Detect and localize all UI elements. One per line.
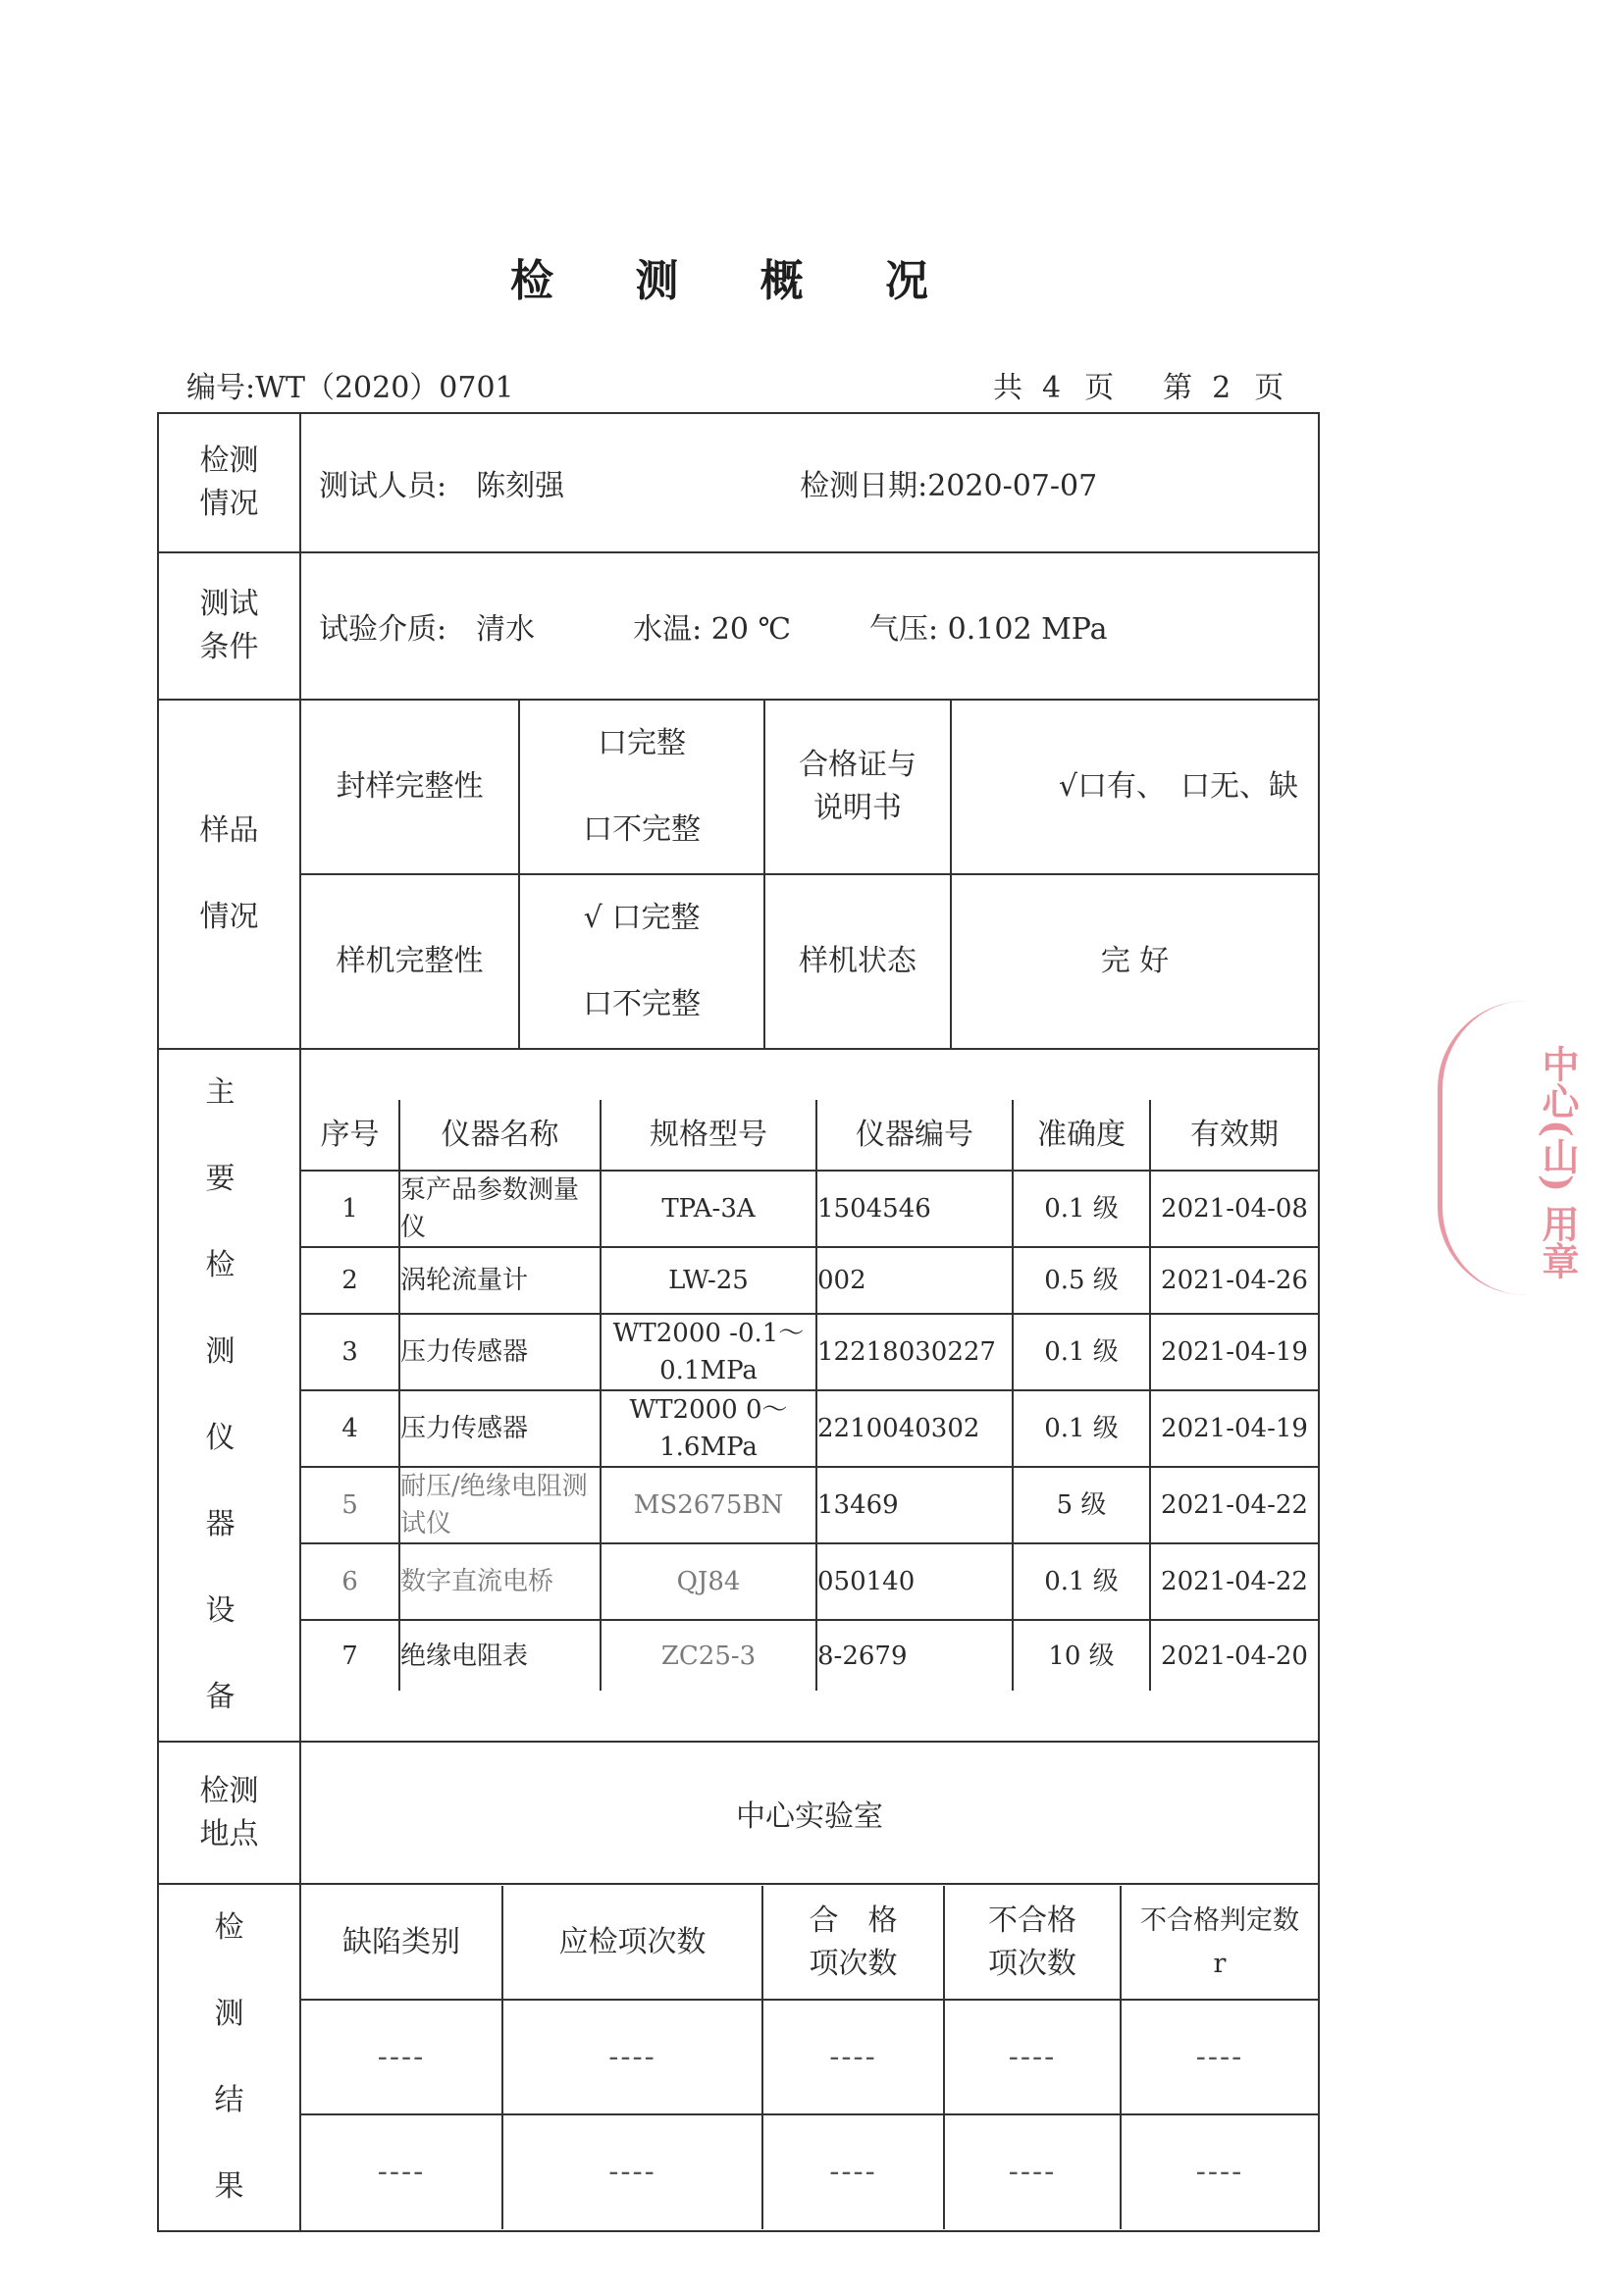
table-row <box>301 1314 1318 1390</box>
total-pages: 4 <box>1042 371 1062 405</box>
report-number-label: 编号: <box>186 371 256 405</box>
tester-label: 测试人员: <box>319 469 447 503</box>
row-model: WT2000 -0.1～0.1MPa <box>601 1314 816 1390</box>
row-accuracy: 10 级 <box>1013 1620 1150 1691</box>
row-name: 绝缘电阻表 <box>399 1620 601 1691</box>
table-row <box>301 1467 1318 1543</box>
row-name: 压力传感器 <box>399 1390 601 1467</box>
official-seal-stamp: 中心(山) 用章 <box>1438 1001 1595 1295</box>
machine-integrity-options: √ 口完整 口不完整 <box>519 874 764 1048</box>
cell-dash: ---- <box>502 2114 762 2229</box>
equipment-table <box>301 1100 1318 1691</box>
water-temp: 水温: 20 ℃ <box>633 612 792 647</box>
inspection-row <box>158 413 1319 552</box>
row-no: 2 <box>301 1247 399 1314</box>
location-row <box>158 1742 1319 1884</box>
row-id: 1504546 <box>816 1171 1013 1247</box>
row-model: MS2675BN <box>601 1467 816 1543</box>
air-pressure: 气压: 0.102 MPa <box>869 612 1108 647</box>
cell-dash: ---- <box>762 2114 944 2229</box>
col-header-defect: 缺陷类别 <box>301 1886 502 2000</box>
row-name: 涡轮流量计 <box>399 1247 601 1314</box>
equipment-label: 主要检测仪器设备 <box>158 1049 300 1742</box>
cell-dash: ---- <box>301 2114 502 2229</box>
row-model: TPA-3A <box>601 1171 816 1247</box>
page-title: 检 测 概 况 <box>510 256 962 306</box>
row-name: 耐压/绝缘电阻测试仪 <box>399 1467 601 1543</box>
col-header-no: 序号 <box>301 1100 399 1171</box>
date-label: 检测日期: <box>800 469 928 503</box>
row-accuracy: 0.1 级 <box>1013 1390 1150 1467</box>
machine-state-value: 完 好 <box>951 874 1318 1048</box>
total-label: 共 <box>993 371 1022 405</box>
results-table <box>301 1886 1318 2229</box>
equipment-row <box>158 1049 1319 1742</box>
row-accuracy: 5 级 <box>1013 1467 1150 1543</box>
col-header-accuracy: 准确度 <box>1013 1100 1150 1171</box>
location-label: 检测地点 <box>158 1742 300 1884</box>
table-row <box>301 2000 1318 2114</box>
row-no: 1 <box>301 1171 399 1247</box>
medium-label: 试验介质: <box>319 612 447 647</box>
col-header-name: 仪器名称 <box>399 1100 601 1171</box>
row-id: 12218030227 <box>816 1314 1013 1390</box>
col-header-pass: 合 格项次数 <box>762 1886 944 2000</box>
cell-dash: ---- <box>944 2114 1121 2229</box>
conditions-content <box>300 552 1319 700</box>
col-header-reject-number: 不合格判定数 r <box>1121 1886 1318 2000</box>
page-label-2: 页 <box>1254 371 1284 405</box>
row-id: 002 <box>816 1247 1013 1314</box>
row-id: 13469 <box>816 1467 1013 1543</box>
machine-integrity-label: 样机完整性 <box>301 874 519 1048</box>
row-no: 3 <box>301 1314 399 1390</box>
row-name: 泵产品参数测量仪 <box>399 1171 601 1247</box>
cell-dash: ---- <box>1121 2114 1318 2229</box>
row-no: 4 <box>301 1390 399 1467</box>
results-row <box>158 1884 1319 2231</box>
certificate-value: √口有、 口无、缺 <box>951 701 1318 874</box>
equipment-content <box>300 1049 1319 1742</box>
page-label-1: 页 <box>1084 371 1115 405</box>
table-row <box>301 1543 1318 1620</box>
cell-dash: ---- <box>301 2000 502 2114</box>
table-row <box>301 1620 1318 1691</box>
row-model: ZC25-3 <box>601 1620 816 1691</box>
conditions-label: 测试条件 <box>158 552 300 700</box>
row-no: 7 <box>301 1620 399 1691</box>
row-valid: 2021-04-19 <box>1150 1390 1318 1467</box>
row-no: 5 <box>301 1467 399 1543</box>
row-name: 压力传感器 <box>399 1314 601 1390</box>
row-valid: 2021-04-20 <box>1150 1620 1318 1691</box>
row-valid: 2021-04-22 <box>1150 1467 1318 1543</box>
table-row <box>301 2114 1318 2229</box>
table-row <box>301 1171 1318 1247</box>
report-number-value: WT（2020）0701 <box>255 371 514 405</box>
machine-state-label: 样机状态 <box>764 874 951 1048</box>
sample-label: 样品 情况 <box>158 700 300 1049</box>
row-model: WT2000 0～1.6MPa <box>601 1390 816 1467</box>
location-value: 中心实验室 <box>300 1742 1319 1884</box>
sample-table <box>301 701 1318 1048</box>
tester-value: 陈刻强 <box>476 469 565 503</box>
row-model: LW-25 <box>601 1247 816 1314</box>
col-header-fail: 不合格项次数 <box>944 1886 1121 2000</box>
row-accuracy: 0.1 级 <box>1013 1171 1150 1247</box>
sample-content <box>300 700 1319 1049</box>
col-header-model: 规格型号 <box>601 1100 816 1171</box>
row-no: 6 <box>301 1543 399 1620</box>
inspection-content <box>300 413 1319 552</box>
row-id: 8-2679 <box>816 1620 1013 1691</box>
cell-dash: ---- <box>1121 2000 1318 2114</box>
certificate-label: 合格证与说明书 <box>764 701 951 874</box>
cell-dash: ---- <box>762 2000 944 2114</box>
cell-dash: ---- <box>944 2000 1121 2114</box>
row-valid: 2021-04-08 <box>1150 1171 1318 1247</box>
report-table <box>157 412 1320 2232</box>
seal-integrity-options: 口完整 口不完整 <box>519 701 764 874</box>
inspection-label: 检测情况 <box>158 413 300 552</box>
cell-dash: ---- <box>502 2000 762 2114</box>
current-page: 2 <box>1212 371 1231 405</box>
col-header-valid: 有效期 <box>1150 1100 1318 1171</box>
col-header-id: 仪器编号 <box>816 1100 1013 1171</box>
row-name: 数字直流电桥 <box>399 1543 601 1620</box>
row-id: 050140 <box>816 1543 1013 1620</box>
table-row <box>301 1390 1318 1467</box>
report-number <box>186 363 514 406</box>
table-row <box>301 1247 1318 1314</box>
medium-value: 清水 <box>476 612 536 647</box>
results-label: 检测结果 <box>158 1884 300 2231</box>
row-id: 2210040302 <box>816 1390 1013 1467</box>
date-value: 2020-07-07 <box>927 469 1098 503</box>
sample-row <box>158 700 1319 1049</box>
results-content <box>300 1884 1319 2231</box>
col-header-required: 应检项次数 <box>502 1886 762 2000</box>
row-valid: 2021-04-26 <box>1150 1247 1318 1314</box>
row-accuracy: 0.1 级 <box>1013 1314 1150 1390</box>
row-accuracy: 0.5 级 <box>1013 1247 1150 1314</box>
row-valid: 2021-04-19 <box>1150 1314 1318 1390</box>
page-indicator <box>993 363 1283 406</box>
current-label: 第 <box>1163 371 1193 405</box>
row-valid: 2021-04-22 <box>1150 1543 1318 1620</box>
row-accuracy: 0.1 级 <box>1013 1543 1150 1620</box>
conditions-row <box>158 552 1319 700</box>
seal-integrity-label: 封样完整性 <box>301 701 519 874</box>
row-model: QJ84 <box>601 1543 816 1620</box>
